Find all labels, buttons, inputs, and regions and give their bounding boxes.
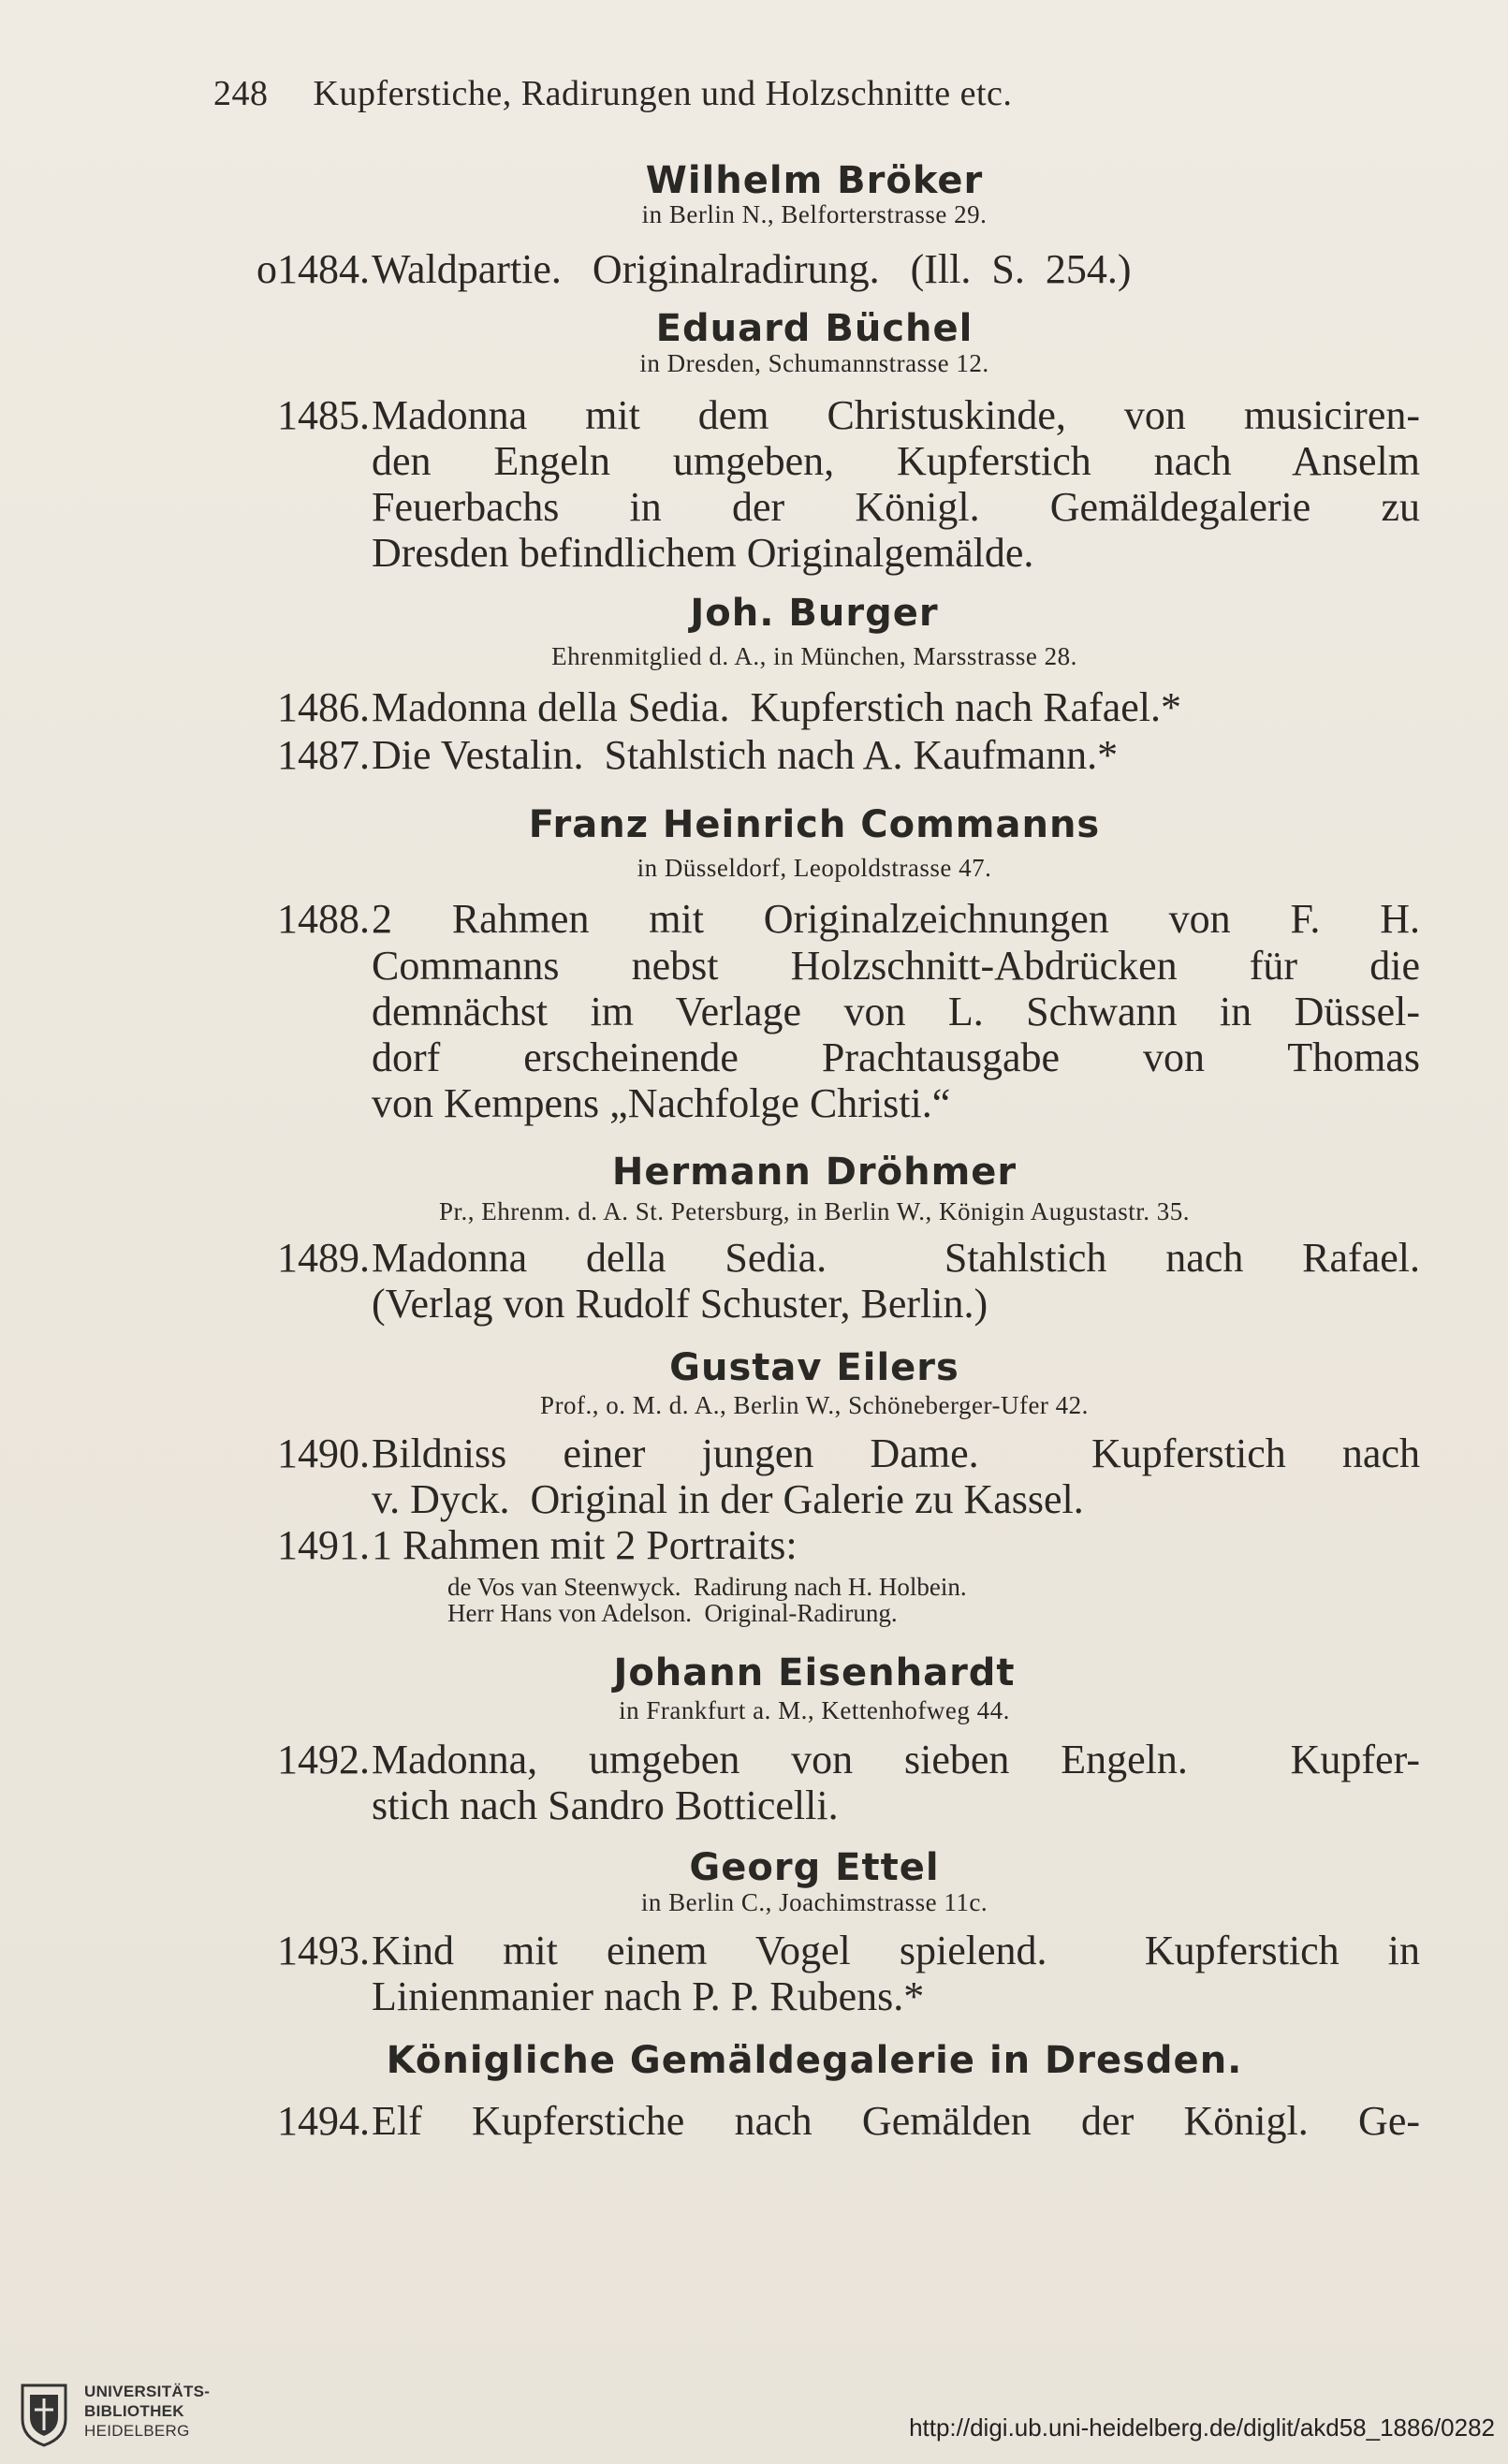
library-name — [84, 2382, 210, 2441]
artist-address: in Frankfurt a. M., Kettenhofweg 44. — [619, 1696, 1010, 1724]
entry-number: 1494. — [277, 2098, 370, 2144]
library-name-line: HEIDELBERG — [84, 2422, 190, 2440]
entry-number: 1490. — [277, 1430, 370, 1476]
artist-address: in Düsseldorf, Leopoldstrasse 47. — [637, 854, 992, 882]
entry-text-line: Waldpartie. Originalradirung. (Ill. S. 254.) — [372, 246, 1132, 292]
library-name-line: BIBLIOTHEK — [84, 2402, 184, 2420]
artist-heading: Eduard Büchel — [655, 307, 974, 350]
artist-heading: Gustav Eilers — [669, 1346, 959, 1389]
entry-number: o1484. — [256, 246, 370, 292]
entry-number: 1493. — [277, 1928, 370, 1973]
artist-address: in Berlin N., Belforterstrasse 29. — [641, 200, 988, 228]
artist-heading: Hermann Dröhmer — [611, 1151, 1018, 1194]
entry-text-line: Feuerbachs in der Königl. Gemäldegalerie zu — [372, 484, 1420, 530]
entry-text-line: Linienmanier nach P. P. Rubens.* — [372, 1973, 925, 2019]
entry-text-line: (Verlag von Rudolf Schuster, Berlin.) — [372, 1281, 988, 1327]
artist-heading: Wilhelm Bröker — [645, 159, 984, 202]
entry-number: 1486. — [277, 684, 370, 730]
running-title: Kupferstiche, Radirungen und Holzschnitte etc. — [313, 74, 1013, 113]
entry-text-line: dorf erscheinende Prachtausgabe von Thomas — [372, 1034, 1420, 1080]
entry-text-line: Madonna, umgeben von sieben Engeln. Kupfer- — [372, 1737, 1420, 1782]
entry-text-line: Die Vestalin. Stahlstich nach A. Kaufmann.* — [372, 732, 1119, 778]
entry-text-line: Kind mit einem Vogel spielend. Kupferstich in — [372, 1928, 1420, 1973]
entry-text-line: Bildniss einer jungen Dame. Kupferstich nach — [372, 1430, 1420, 1476]
entry-text-line: demnächst im Verlage von L. Schwann in Düssel- — [372, 989, 1420, 1034]
artist-address: Ehrenmitglied d. A., in München, Marsstrasse 28. — [551, 642, 1077, 670]
library-emblem-icon — [17, 2382, 71, 2447]
entry-number: 1489. — [277, 1235, 370, 1281]
artist-address: in Dresden, Schumannstrasse 12. — [639, 349, 989, 377]
sub-item: de Vos van Steenwyck. Radirung nach H. Holbein. — [447, 1573, 967, 1601]
entry-number: 1491. — [277, 1522, 370, 1568]
entry-number: 1487. — [277, 732, 370, 778]
artist-heading: Königliche Gemäldegalerie in Dresden. — [386, 2039, 1243, 2082]
entry-text-line: den Engeln umgeben, Kupferstich nach Anselm — [372, 438, 1420, 484]
artist-heading: Joh. Burger — [690, 592, 939, 635]
artist-address: in Berlin C., Joachimstrasse 11c. — [640, 1888, 988, 1916]
sub-item: Herr Hans von Adelson. Original-Radirung. — [447, 1599, 898, 1627]
artist-address: Pr., Ehrenm. d. A. St. Petersburg, in Berlin W., Königin Augustastr. 35. — [438, 1197, 1191, 1225]
artist-heading: Franz Heinrich Commanns — [528, 803, 1101, 846]
library-name-line: UNIVERSITÄTS- — [84, 2383, 211, 2400]
entry-text-line: 1 Rahmen mit 2 Portraits: — [372, 1522, 798, 1568]
entry-text-line: Dresden befindlichem Originalgemälde. — [372, 530, 1034, 576]
page-number: 248 — [213, 74, 269, 113]
entry-text-line: stich nach Sandro Botticelli. — [372, 1782, 839, 1828]
artist-heading: Georg Ettel — [689, 1846, 940, 1889]
entry-text-line: Madonna mit dem Christuskinde, von musiciren- — [372, 392, 1420, 438]
entry-text-line: v. Dyck. Original in der Galerie zu Kassel. — [372, 1476, 1084, 1522]
entry-number: 1492. — [277, 1737, 370, 1782]
entry-text-line: Elf Kupferstiche nach Gemälden der Königl. Ge- — [372, 2098, 1420, 2144]
entry-text-line: von Kempens „Nachfolge Christi.“ — [372, 1080, 951, 1126]
artist-heading: Johann Eisenhardt — [613, 1651, 1016, 1694]
running-header — [213, 73, 1321, 114]
artist-address: Prof., o. M. d. A., Berlin W., Schöneberger-Ufer 42. — [540, 1391, 1089, 1419]
entry-number: 1488. — [277, 896, 370, 942]
entry-text-line: Madonna della Sedia. Kupferstich nach Rafael.* — [372, 684, 1182, 730]
entry-text-line: Commanns nebst Holzschnitt-Abdrücken für die — [372, 943, 1420, 989]
source-url-link[interactable]: http://digi.ub.uni-heidelberg.de/diglit/akd58_1886/0282 — [909, 2413, 1495, 2442]
entry-text-line: 2 Rahmen mit Originalzeichnungen von F. H. — [372, 896, 1420, 942]
entry-text-line: Madonna della Sedia. Stahlstich nach Rafael. — [372, 1235, 1420, 1281]
entry-number: 1485. — [277, 392, 370, 438]
library-logo — [17, 2378, 260, 2453]
